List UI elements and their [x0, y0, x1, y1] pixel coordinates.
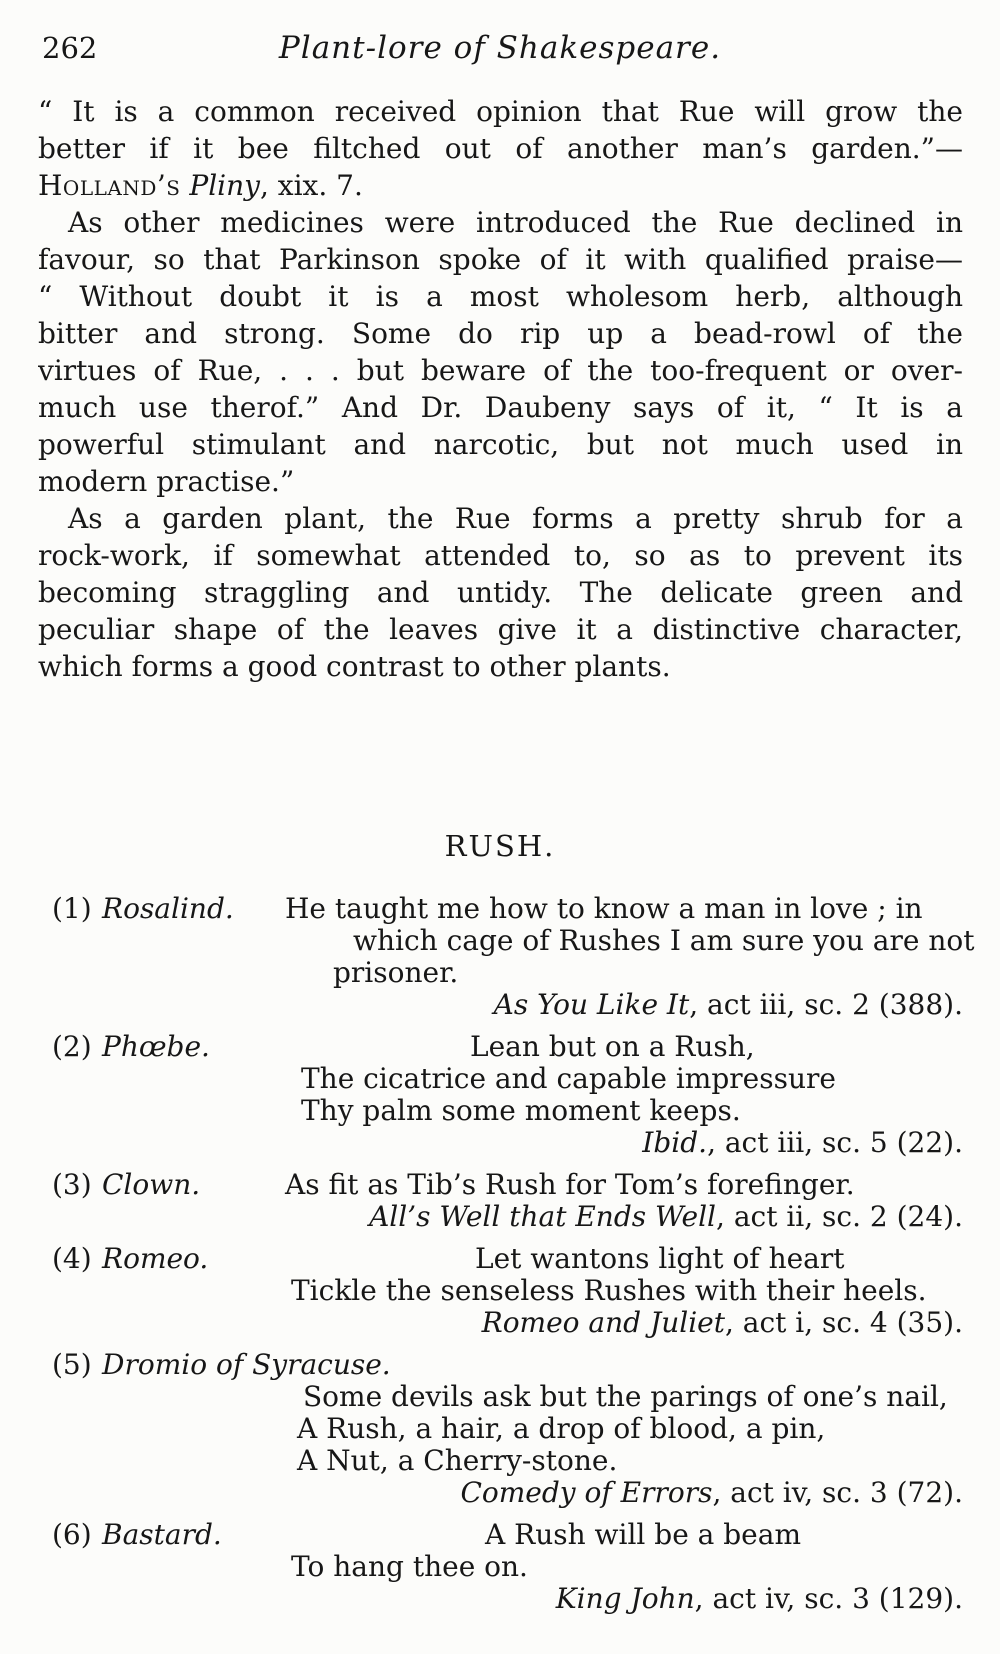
quote-line: He taught me how to know a man in love ; in — [285, 892, 923, 925]
quote-line: Tickle the senseless Rushes with their heels. — [291, 1274, 927, 1307]
quotation-text — [285, 1169, 963, 1233]
entry-label — [52, 893, 234, 925]
citation-work: Ibid. — [642, 1126, 708, 1159]
section-heading-rush: RUSH. — [444, 829, 556, 863]
text-line: powerful stimulant and narcotic, but not much used in — [38, 428, 963, 461]
speaker-name: Rosalind. — [102, 892, 234, 925]
text-line: modern practise.” — [38, 465, 295, 498]
paragraph-pliny-quote — [38, 93, 963, 204]
citation — [285, 989, 963, 1021]
citation — [285, 1127, 963, 1159]
entry-number: (2) — [52, 1030, 92, 1063]
citation-reference: , act iv, sc. 3 (72). — [712, 1476, 963, 1509]
speaker-name: Romeo. — [102, 1242, 209, 1275]
quote-line: As fit as Tib’s Rush for Tom’s forefinger. — [285, 1168, 855, 1201]
entry-number: (4) — [52, 1242, 92, 1275]
text-line: As other medicines were introduced the Rue declined in — [68, 206, 963, 239]
page-header — [0, 0, 1000, 70]
quotation-text — [285, 1381, 963, 1509]
running-title: Plant-lore of Shakespeare. — [278, 30, 722, 66]
quotation-entry-5 — [0, 1349, 963, 1509]
quote-line: A Rush will be a beam — [485, 1518, 801, 1551]
text-line: peculiar shape of the leaves give it a distinctive character, — [38, 613, 963, 646]
quote-line: Some devils ask but the parings of one’s nail, — [303, 1380, 948, 1413]
citation-reference: , act ii, sc. 2 (24). — [716, 1200, 963, 1233]
citation — [285, 1307, 963, 1339]
citation-reference: , act i, sc. 4 (35). — [724, 1306, 963, 1339]
source-author: Holland’s — [38, 169, 181, 202]
text-line: better if it bee filtched out of another man’s garden.”— — [38, 132, 963, 165]
entry-number: (1) — [52, 892, 92, 925]
citation-work: All’s Well that Ends Well — [369, 1200, 717, 1233]
speaker-name: Dromio of Syracuse. — [102, 1348, 391, 1381]
text-line: “ It is a common received opinion that Rue will grow the — [38, 95, 963, 128]
entry-label — [52, 1243, 208, 1275]
citation-reference: , act iv, sc. 3 (129). — [694, 1582, 963, 1615]
speaker-name: Bastard. — [102, 1518, 222, 1551]
entry-label — [52, 1519, 222, 1551]
citation — [285, 1477, 963, 1509]
entry-number: (5) — [52, 1348, 92, 1381]
text-line: much use therof.” And Dr. Daubeny says of it, “ It is a — [38, 391, 963, 424]
quotation-text — [285, 1243, 963, 1339]
text-line: bitter and strong. Some do rip up a bead-rowl of the — [38, 317, 963, 350]
entry-number: (3) — [52, 1168, 92, 1201]
citation-work: As You Like It — [493, 988, 690, 1021]
entry-number: (6) — [52, 1518, 92, 1551]
citation-work: Comedy of Errors — [460, 1476, 713, 1509]
quotation-entry-4 — [0, 1243, 963, 1339]
body-text — [38, 93, 963, 685]
text-line: becoming straggling and untidy. The delicate green and — [38, 576, 963, 609]
entry-label — [52, 1031, 210, 1063]
quotation-text — [285, 892, 975, 1021]
entry-label — [52, 1349, 963, 1381]
source-reference: , xix. 7. — [259, 169, 363, 202]
paragraph-parkinson — [38, 204, 963, 500]
text-line: favour, so that Parkinson spoke of it with qualified praise— — [38, 243, 963, 276]
text-line: As a garden plant, the Rue forms a pretty shrub for a — [68, 502, 963, 535]
quotation-entry-1 — [0, 892, 975, 1021]
quote-line: prisoner. — [333, 956, 459, 989]
page-number: 262 — [42, 31, 98, 65]
quote-line: The cicatrice and capable impressure — [301, 1062, 836, 1095]
paragraph-garden-plant — [38, 500, 963, 685]
quote-line: Let wantons light of heart — [475, 1242, 845, 1275]
text-line: virtues of Rue, . . . but beware of the too-frequent or over- — [38, 354, 963, 387]
text-line — [38, 167, 963, 204]
quote-line: Thy palm some moment keeps. — [301, 1094, 741, 1127]
text-line: “ Without doubt it is a most wholesom herb, although — [38, 280, 963, 313]
quote-line: A Rush, a hair, a drop of blood, a pin, — [297, 1412, 826, 1445]
quote-line: To hang thee on. — [291, 1550, 528, 1583]
quote-line: A Nut, a Cherry-stone. — [297, 1444, 618, 1477]
citation-work: Romeo and Juliet — [481, 1306, 725, 1339]
citation-reference: , act iii, sc. 2 (388). — [689, 988, 963, 1021]
quote-line: Lean but on a Rush, — [470, 1030, 755, 1063]
text-line: which forms a good contrast to other plants. — [38, 650, 671, 683]
entry-label — [52, 1169, 200, 1201]
quote-line: which cage of Rushes I am sure you are not — [353, 924, 975, 957]
quotation-entry-6 — [0, 1519, 963, 1615]
quotation-entry-2 — [0, 1031, 963, 1159]
quotation-text — [285, 1031, 963, 1159]
quotation-text — [285, 1519, 963, 1615]
citation-reference: , act iii, sc. 5 (22). — [707, 1126, 963, 1159]
speaker-name: Clown. — [102, 1168, 201, 1201]
citation — [285, 1201, 963, 1233]
citation — [285, 1583, 963, 1615]
source-title: Pliny — [189, 169, 260, 202]
quotation-list — [0, 892, 975, 1615]
quotation-entry-3 — [0, 1169, 963, 1233]
speaker-name: Phœbe. — [102, 1030, 210, 1063]
citation-work: King John — [555, 1582, 695, 1615]
text-line: rock-work, if somewhat attended to, so as to prevent its — [38, 539, 963, 572]
